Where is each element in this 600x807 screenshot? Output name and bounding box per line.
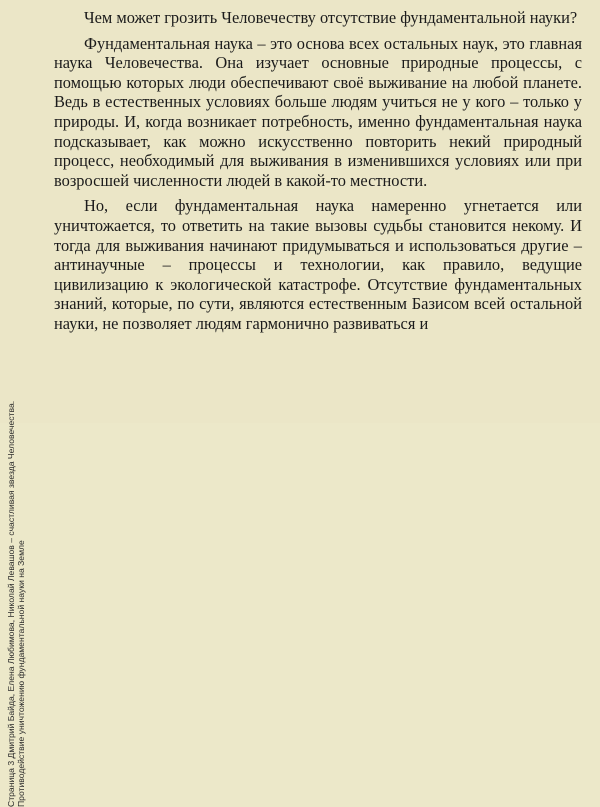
margin-note-line-2: Противодействие уничтожению фундаментальной науки на Земле [16, 540, 26, 807]
document-body [54, 8, 582, 340]
margin-note-line-1: Страница 3 Дмитрий Байда, Елена Любимова, Николай Левашов – счастливая звезда Человечества. [6, 400, 16, 807]
paragraph-fundamental-science: Фундаментальная наука – это основа всех остальных наук, это главная наука Человечества. Она изучает основные природные процессы, с помощью которых люди обеспечивают своё выживание на любой планете. Ведь в естественных условиях больше людям учиться не у кого – только у природы. И, когда возникает потребность, именно фундаментальная наука подсказывает, как можно искусственно повторить некий природный процесс, необходимый для выживания в изменившихся условиях или при возросшей численности людей в какой-то местности. [54, 33, 582, 190]
margin-note-text [6, 397, 26, 807]
paragraph-consequences: Но, если фундаментальная наука намеренно угнетается или уничтожается, то ответить на такие вызовы судьбы становится некому. И тогда для выживания начинают придумываться и использоваться другие – антинаучные – процессы и технологии, как правило, ведущие цивилизацию к экологической катастрофе. Отсутствие фундаментальных знаний, которые, по сути, являются естественным Базисом всей остальной науки, не позволяет людям гармонично развиваться и [54, 196, 582, 333]
paragraph-question: Чем может грозить Человечеству отсутствие фундаментальной науки? [84, 8, 578, 27]
vertical-margin-note [6, 0, 40, 807]
